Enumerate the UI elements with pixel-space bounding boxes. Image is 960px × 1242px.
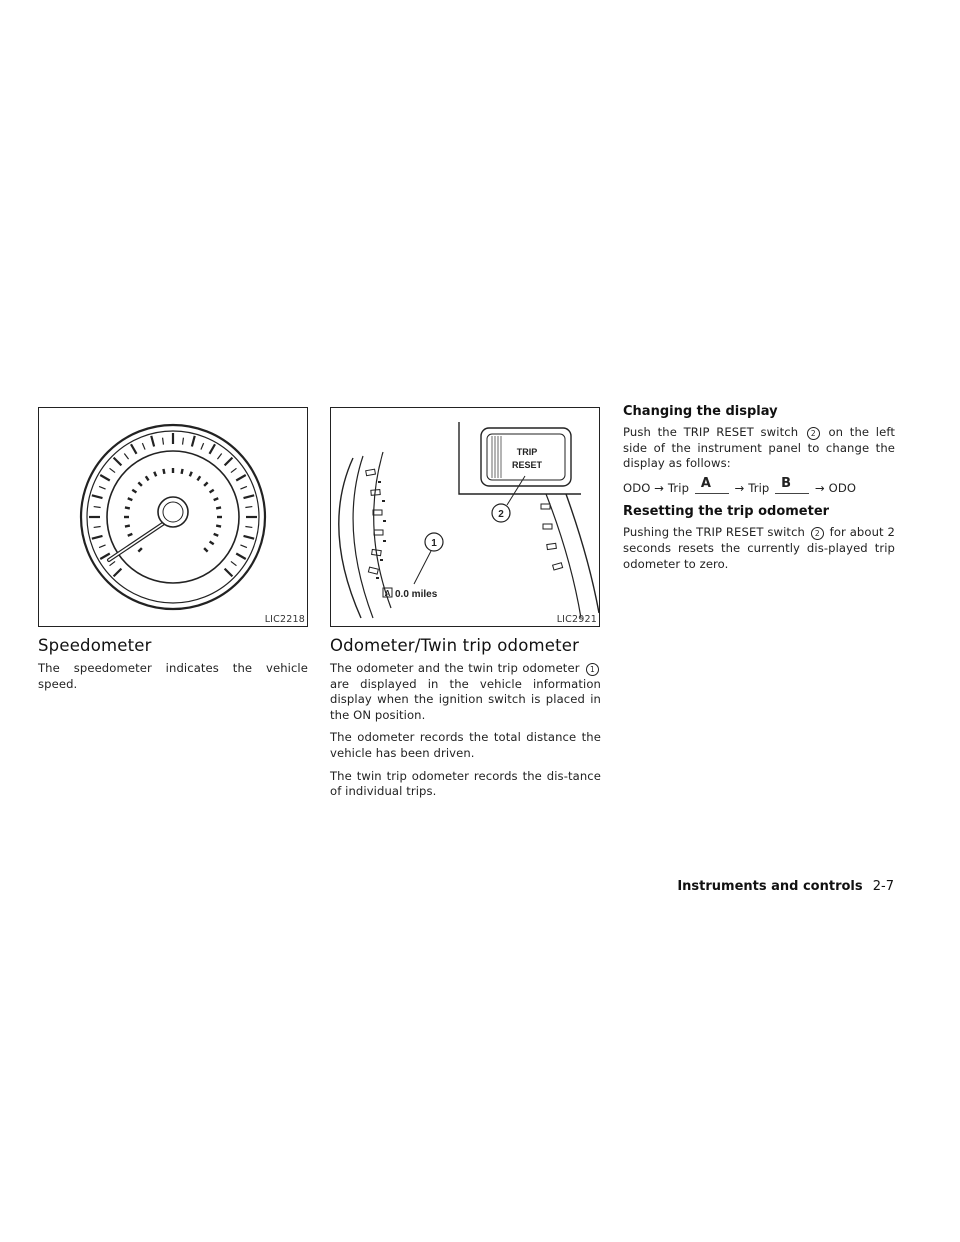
trip-a-letter: A (700, 475, 711, 491)
outer-tick (245, 507, 252, 508)
inner-tick (128, 498, 133, 500)
outer-tick (92, 495, 103, 498)
outer-tick (245, 527, 252, 528)
inner-tick (210, 541, 214, 544)
paragraph-text: on the left side of the instrument panel to change the display as follows: (623, 425, 895, 471)
outer-tick (110, 468, 116, 472)
speedometer-illustration (39, 408, 307, 626)
outer-tick (100, 475, 110, 481)
outer-tick (225, 458, 233, 466)
outer-tick (210, 444, 216, 454)
callout-circle-1: 1 (586, 663, 599, 676)
trip-b-icon (775, 475, 809, 494)
outer-tick (183, 438, 184, 445)
trip-a-icon (695, 475, 729, 494)
outer-tick (99, 545, 105, 548)
outer-tick (94, 527, 101, 528)
subsection-heading: Resetting the trip odometer (623, 504, 830, 520)
inner-tick (204, 548, 208, 552)
paragraph (623, 425, 895, 472)
page-number: 2-7 (872, 879, 894, 894)
paragraph: The speedometer indicates the vehicle speed. (38, 661, 308, 691)
section-heading: Speedometer (38, 636, 152, 655)
inner-tick (210, 490, 214, 493)
outer-tick (225, 569, 233, 577)
outer-tick (240, 545, 246, 548)
speedometer-section (38, 636, 308, 692)
outer-tick (94, 507, 101, 508)
inner-tick (214, 498, 219, 500)
outer-tick (231, 561, 237, 565)
outer-tick (192, 436, 195, 447)
inner-tick (132, 490, 136, 493)
figure-code: LIC2218 (264, 614, 305, 625)
inner-tick (146, 476, 149, 480)
paragraph: The odometer records the total distance the vehicle has been driven. (330, 730, 601, 760)
paragraph-text: Pushing the TRIP RESET switch (623, 525, 805, 540)
outer-tick (244, 495, 255, 498)
outer-tick (142, 443, 145, 449)
footer-section-title: Instruments and controls (677, 879, 863, 894)
trip-label: TRIP (516, 447, 538, 457)
outer-tick (217, 454, 221, 460)
inner-tick (154, 472, 156, 477)
paragraph-text: are displayed in the vehicle information display when the ignition switch is placed in the ON position. (330, 676, 601, 722)
outer-tick (151, 436, 154, 447)
inner-tick (216, 526, 221, 527)
figure-code: LIC2921 (556, 614, 597, 625)
outer-tick (114, 569, 122, 577)
odometer-figure (330, 407, 600, 627)
outer-tick (240, 486, 246, 489)
seq-trip: Trip (667, 480, 690, 495)
arrow-icon: → (814, 480, 825, 495)
inner-tick (214, 534, 219, 536)
outer-tick (236, 475, 246, 481)
outer-tick (244, 536, 255, 539)
outer-tick (92, 536, 103, 539)
page-footer (677, 879, 894, 894)
paragraph (330, 661, 601, 723)
outer-tick (124, 454, 128, 460)
outer-tick (131, 444, 137, 454)
seq-odo: ODO (623, 480, 651, 495)
outer-tick (163, 438, 164, 445)
section-heading: Odometer/Twin trip odometer (330, 636, 580, 655)
paragraph-text: The odometer and the twin trip odometer (330, 661, 580, 675)
inner-tick (182, 469, 183, 474)
odometer-readout: 0.0 miles (395, 589, 438, 600)
inner-tick (204, 482, 208, 486)
seq-trip: Trip (748, 480, 770, 495)
inner-tick (197, 476, 200, 480)
outer-tick (110, 561, 116, 565)
arrow-icon: → (654, 480, 665, 495)
changing-display-section (623, 404, 895, 572)
seq-odo: ODO (828, 480, 857, 495)
trip-b-letter: B (781, 475, 792, 491)
inner-tick (125, 526, 130, 527)
inner-tick (190, 472, 192, 477)
trip-a-display-icon: A (384, 589, 391, 598)
paragraph: The twin trip odometer records the dis-tance of individual trips. (330, 768, 601, 799)
arrow-icon: → (734, 480, 745, 495)
odometer-section (330, 636, 601, 800)
paragraph-text: for about 2 seconds resets the currently dis-played trip odometer to zero. (623, 525, 895, 571)
inner-tick (138, 548, 142, 552)
inner-tick (216, 507, 221, 508)
inner-tick (163, 469, 164, 474)
outer-tick (114, 458, 122, 466)
callout-2: 2 (498, 509, 504, 520)
outer-tick (236, 554, 246, 560)
outer-tick (231, 468, 237, 472)
callout-circle-2: 2 (807, 427, 820, 440)
outer-tick (99, 486, 105, 489)
outer-tick (201, 443, 204, 449)
inner-tick (138, 482, 142, 486)
callout-circle-2: 2 (811, 527, 824, 540)
odometer-illustration (331, 408, 599, 626)
inner-tick (125, 507, 130, 508)
inner-tick (128, 534, 133, 536)
callout-1: 1 (431, 538, 437, 549)
speedometer-figure (38, 407, 308, 627)
paragraph (623, 525, 895, 572)
paragraph-text: Push the TRIP RESET switch (623, 425, 799, 439)
reset-label: RESET (511, 460, 543, 470)
subsection-heading: Changing the display (623, 404, 778, 419)
display-sequence (623, 475, 895, 497)
